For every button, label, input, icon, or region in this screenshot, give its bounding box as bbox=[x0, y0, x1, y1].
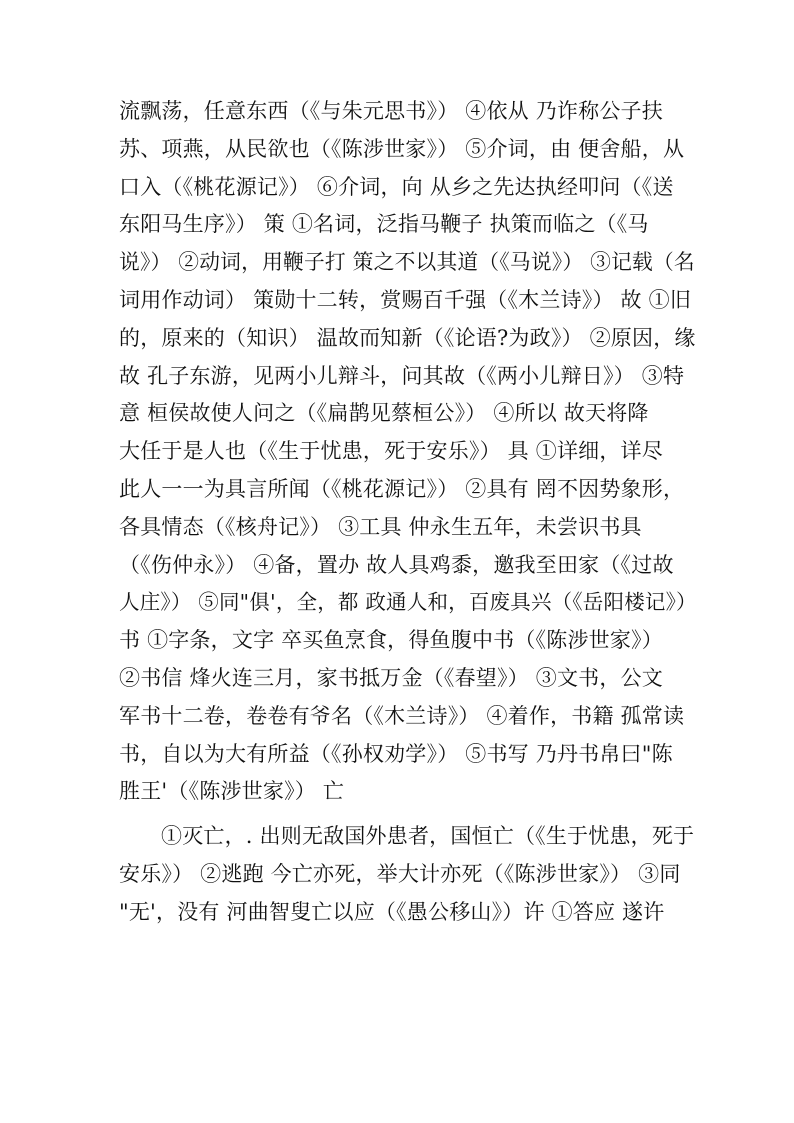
text-line: 大任于是人也（《生于忧患，死于安乐》） 具 ①详细，详尽 bbox=[119, 439, 663, 464]
text-line: 意 桓侯故使人问之（《扁鹊见蔡桓公》） ④所以 故天将降 bbox=[119, 401, 649, 426]
text-line: 说》） ②动词，用鞭子打 策之不以其道（《马说》） ③记载（名 bbox=[119, 250, 695, 275]
text-line: ②书信 烽火连三月，家书抵万金（《春望》） ③文书，公文 bbox=[119, 665, 663, 690]
text-line: 故 孔子东游，见两小儿辩斗，问其故（《两小儿辩日》） ③特 bbox=[119, 363, 685, 388]
text-line: 此人一一为具言所闻（《桃花源记》） ②具有 罔不因势象形， bbox=[119, 476, 685, 501]
document-body bbox=[119, 93, 699, 932]
text-line: 的，原来的（知识） 温故而知新（《论语?为政》） ②原因，缘 bbox=[119, 325, 696, 350]
text-line: 安乐》） ②逃跑 今亡亦死，举大计亦死（《陈涉世家》） ③同 bbox=[119, 861, 681, 886]
text-line: 东阳马生序》） 策 ①名词，泛指马鞭子 执策而临之（《马 bbox=[119, 212, 649, 237]
paragraph-gap bbox=[119, 811, 699, 818]
text-line: 各具情态（《核舟记》） ③工具 仲永生五年，未尝识书具 bbox=[119, 514, 642, 539]
text-line: "无'，没有 河曲智叟亡以应（《愚公移山》）许 ①答应 遂许 bbox=[119, 899, 665, 924]
text-line: ①灭亡，. 出则无敌国外患者，国恒亡（《生于忧患，死于 bbox=[161, 824, 695, 849]
text-line: 书 ①字条，文字 卒买鱼烹食，得鱼腹中书（《陈涉世家》） bbox=[119, 628, 663, 653]
text-line: 军书十二卷，卷卷有爷名（《木兰诗》） ④着作，书籍 孤常读 bbox=[119, 703, 685, 728]
text-line: 胜王'（《陈涉世家》） 亡 bbox=[119, 779, 345, 804]
text-line: 口入（《桃花源记》） ⑥介词，向 从乡之先达执经叩问（《送 bbox=[119, 174, 674, 199]
text-line: 苏、项燕，从民欲也（《陈涉世家》） ⑤介词，由 便舍船，从 bbox=[119, 136, 685, 161]
text-line: 词用作动词） 策勋十二转，赏赐百千强（《木兰诗》） 故 ①旧 bbox=[119, 287, 692, 312]
text-line: 人庄》） ⑤同"俱'，全，都 政通人和，百废具兴（《岳阳楼记》） bbox=[119, 590, 697, 615]
text-line: 书，自以为大有所益（《孙权劝学》） ⑤书写 乃丹书帛曰"陈 bbox=[119, 741, 673, 766]
text-line: 流飘荡，任意东西（《与朱元思书》） ④依从 乃诈称公子扶 bbox=[119, 99, 663, 123]
text-line: （《伤仲永》） ④备，置办 故人具鸡黍，邀我至田家（《过故 bbox=[119, 552, 674, 577]
